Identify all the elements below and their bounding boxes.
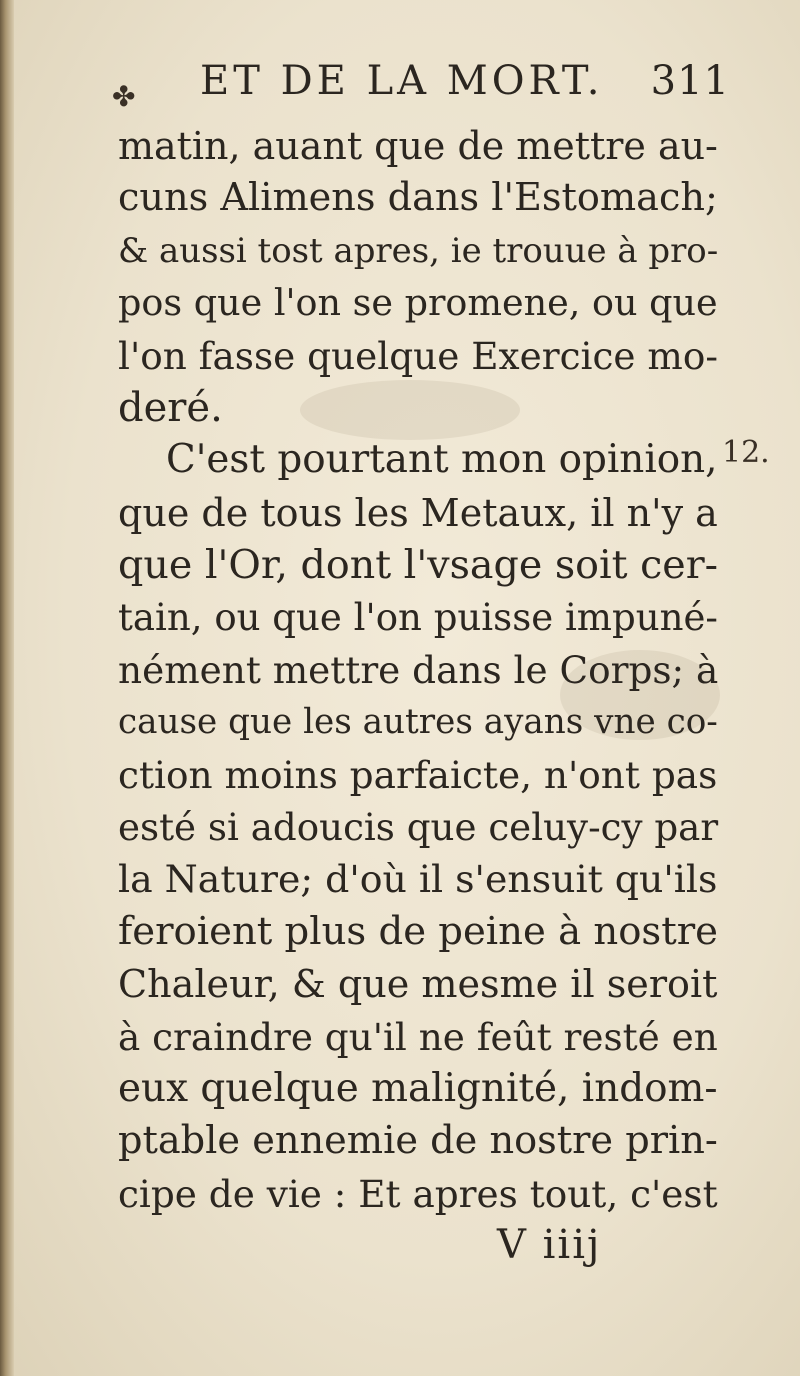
- body-text: [118, 120, 718, 1220]
- text-line: ction moins parfaicte, n'ont pas: [118, 752, 718, 797]
- text-line: la Nature; d'où il s'ensuit qu'ils: [118, 857, 718, 902]
- text-line: pos que l'on se promene, ou que: [118, 281, 718, 325]
- printer-ornament: ✤: [112, 80, 136, 113]
- running-head-title: ET DE LA MORT.: [200, 58, 604, 104]
- running-head: [200, 58, 730, 118]
- text-line: matin, auant que de mettre au-: [118, 124, 718, 168]
- page-number: 311: [650, 58, 730, 104]
- text-line: tain, ou que l'on puisse impuné-: [118, 595, 718, 639]
- text-line: ptable ennemie de nostre prin-: [118, 1118, 718, 1164]
- text-line: cipe de vie : Et apres tout, c'est: [118, 1171, 718, 1216]
- text-line: cuns Alimens dans l'Estomach;: [118, 176, 718, 221]
- text-line: C'est pourtant mon opinion,: [166, 437, 718, 483]
- text-line: feroient plus de peine à nostre: [118, 908, 718, 954]
- text-line: & aussi tost apres, ie trouue à pro-: [118, 230, 719, 271]
- text-line: eux quelque malignité, indom-: [118, 1066, 718, 1112]
- text-line: cause que les autres ayans vne co-: [118, 702, 718, 743]
- binding-edge: [0, 0, 14, 1376]
- text-line: deré.: [118, 384, 223, 431]
- text-line: Chaleur, & que mesme il seroit: [118, 962, 718, 1007]
- text-line: l'on fasse quelque Exercice mo-: [118, 333, 718, 378]
- signature-mark: V iiij: [497, 1222, 602, 1268]
- text-line: que de tous les Metaux, il n'y a: [118, 490, 718, 535]
- text-line: que l'Or, dont l'vsage soit cer-: [118, 542, 718, 589]
- text-line: nément mettre dans le Corps; à: [118, 647, 719, 692]
- margin-note: 12.: [722, 435, 770, 470]
- text-line: à craindre qu'il ne feût resté en: [118, 1014, 718, 1059]
- text-line: esté si adoucis que celuy-cy par: [118, 805, 719, 850]
